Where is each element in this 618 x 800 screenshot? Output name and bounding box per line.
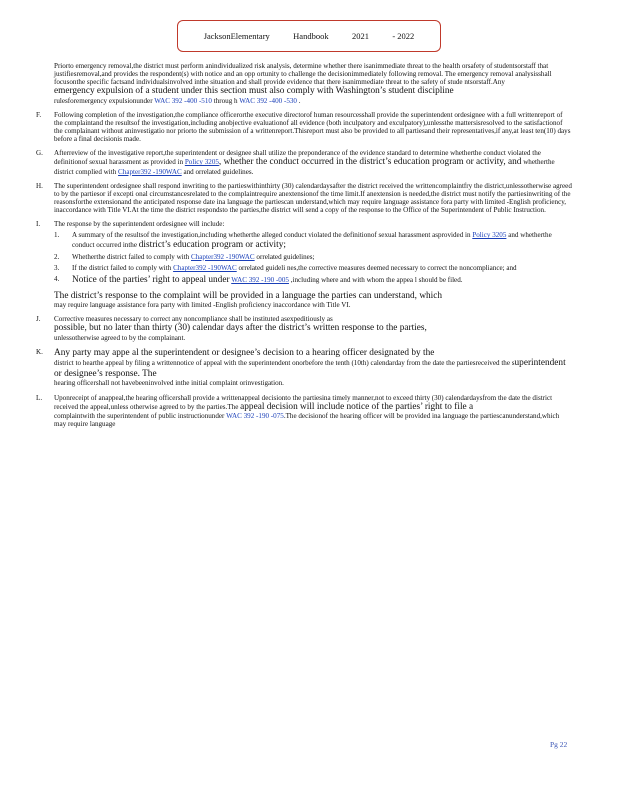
- section-text-large: Any party may appe al the superintendent or designee’s decision to a hearing officer designated by the: [54, 347, 435, 358]
- wac-reference[interactable]: WAC 392 -190 -075: [226, 412, 284, 421]
- language-notice-large: The district’s response to the complaint will be provided in a language the parties can understand, which: [54, 290, 443, 301]
- section-text: [54, 394, 572, 413]
- section-text: Following completion of the investigation,the compliance officerorthe executive directorof human resourcesshall provide the superintendent ordesignee with a full writtenreport of the complaintand the resultsof the investigation,including anobjective evaluationof all evidence (both inculpatory and exculpatory),unlessthe mattersisresolved to the satisfactionof the complainant without aninvestigatio nor priorto the submission of a writtenreport.Thisreport must also be provided to all partiesand their representatives,if any,at least ten(10) days before a final decisionis made.: [54, 110, 571, 144]
- list-item-text: orrelated guideli nes,the corrective measures deemed necessary to correct the noncompliance; and: [238, 264, 517, 273]
- list-item-text: ,including where and with whom the appea l should be filed.: [290, 276, 463, 285]
- document-body: [36, 62, 572, 428]
- section-text: [54, 358, 572, 379]
- section-text: The response by the superintendent ordesignee will include:: [54, 220, 225, 229]
- header-year-end: - 2022: [392, 31, 415, 41]
- section-text-large: appeal decision will include notice of the parties’ right to file a: [240, 401, 474, 412]
- intro-text-end: [54, 97, 572, 105]
- section-text-segment: Uponreceipt of anappeal,the hearing officershall provide a writtenappeal decisionto the partiesina timely manner,not to exceed thirty (30) calendardaysfrom the date the district received the appeal,unless otherwise agreed to by the parties.The: [54, 393, 553, 411]
- intro-text-segment: rulesforemergency expulsionunder: [54, 96, 153, 105]
- section-j: [36, 315, 572, 342]
- intro-text: Priorto emergency removal,the district must perform anindividualized risk analysis, determine whether there isanimmediate threat to the health orsafety of studentsorstaff that justifiesremoval,and provides the respondent(s) with notice and an opp ortunity to challenge the decisionimmediately following removal. The emergency removal analysisshall focusonthe specific factsand individualsinvolved inthe situation and shall provide evidence that there isanimmediate threat to the safety of stude ntsorstaff.Any: [54, 62, 552, 87]
- section-text: unlessotherwise agreed to by the complainant.: [54, 333, 186, 342]
- section-k: [36, 348, 572, 388]
- list-item-text-large: Notice of the parties’ right to appeal under: [72, 275, 230, 286]
- list-item-text: orrelated guidelines;: [256, 253, 315, 261]
- section-letter: L.: [36, 393, 43, 402]
- header-title-box: [177, 20, 441, 52]
- intro-text-segment: .: [298, 96, 301, 105]
- section-text-segment: complaintwith the superintendent of public instructionunder: [54, 412, 225, 421]
- list-item: [54, 253, 572, 261]
- list-item-text-large: district’s education program or activity;: [138, 239, 286, 250]
- section-text-segment: district to hearthe appeal by filing a writtennotice of appeal with the superintendent onorbefore the tenth (10th) calendarday from the date the partiesreceived the s: [54, 359, 515, 368]
- header-school: JacksonElementary: [203, 31, 270, 41]
- section-text-large: uperintendent or designee’s response. The: [54, 358, 566, 379]
- section-h: [36, 182, 572, 214]
- policy-link[interactable]: Policy 3205: [184, 158, 219, 167]
- section-text: hearing officershall not havebeeninvolved inthe initial complaint orinvestigation.: [54, 379, 284, 388]
- section-letter: J.: [36, 315, 41, 324]
- section-text-segment: and orrelated guidelines.: [183, 167, 254, 176]
- section-letter: F.: [36, 110, 42, 119]
- section-f: [36, 111, 572, 143]
- list-item-text: A summary of the resultsof the investigation,including whetherthe alleged conduct violated the definitionof sexual harassment asprovided in: [72, 231, 471, 240]
- language-notice: [54, 291, 572, 310]
- wac-link[interactable]: Chapter392 -190WAC: [173, 264, 237, 273]
- list-item-text: and whetherthe conduct occurred inthe: [72, 231, 552, 249]
- page-number: Pg 22: [550, 740, 568, 749]
- section-i: [36, 220, 572, 309]
- section-letter: K.: [36, 347, 43, 356]
- list-item: [54, 264, 572, 272]
- header-year-start: 2021: [351, 31, 369, 41]
- response-items-list: [54, 231, 572, 285]
- section-letter: H.: [36, 181, 43, 190]
- section-letter: G.: [36, 149, 43, 158]
- intro-text-segment: throug h: [213, 96, 238, 105]
- list-item-text: If the district failed to comply with: [72, 264, 172, 273]
- section-text-segment: Afterreview of the investigative report,the superintendent or designee shall utilize the preponderance of the evidence standard to determine whetherthe conduct violated the definitionof sexual harassment as provided in: [54, 149, 541, 167]
- intro-paragraph: [54, 62, 572, 105]
- language-notice-text: may require language assistance fora party with limited -English proficiency inaccordance with Title VI.: [54, 301, 351, 310]
- section-g: [36, 149, 572, 176]
- wac-reference[interactable]: WAC 392 -400 -530: [239, 96, 297, 105]
- list-item-number: 3.: [54, 264, 60, 273]
- wac-link[interactable]: WAC 392 -190 -005: [231, 276, 289, 285]
- list-item-number: 1.: [54, 231, 60, 240]
- section-letter: I.: [36, 220, 41, 229]
- wac-reference[interactable]: WAC 392 -400 -510: [154, 96, 212, 105]
- section-text-large: possible, but no later than thirty (30) calendar days after the district’s written response to the parties,: [54, 323, 427, 334]
- list-item-number: 2.: [54, 253, 60, 261]
- wac-link[interactable]: Chapter392 -190WAC: [191, 253, 255, 261]
- section-text: The superintendent ordesignee shall respond inwriting to the partieswithinthirty (30) calendardaysafter the district received the writtencomplaintfry the district,unlessotherwise agreed to by the partiesor if excepti onal circumstancesrelated to the complaintrequire anextensionof the time limit.If anextension is needed,the district must notify the partiesinwriting of the reasonsforthe extensionand the anticipated response date ina language the partiescan understand,which may require language assistance fora party with limited -English proficiency, inaccordance with Title VI.At the time the district respondsto the parties,the district will send a copy of the response to the Office of the Superintendent of Public Instruction.: [54, 181, 572, 215]
- wac-link[interactable]: Chapter392 -190WAC: [118, 167, 182, 176]
- section-text: [54, 149, 572, 176]
- section-text: Corrective measures necessary to correct any noncompliance shall be instituted asexpeditiously as: [54, 315, 333, 324]
- list-item: [54, 275, 572, 286]
- list-item-text: Whetherthe district failed to comply with: [72, 253, 190, 261]
- intro-text-large: emergency expulsion of a student under this section must also comply with Washington’s student discipline: [54, 86, 454, 97]
- list-item-number: 4.: [54, 275, 60, 284]
- policy-link[interactable]: Policy 3205: [472, 231, 507, 240]
- section-l: [36, 394, 572, 429]
- section-text-segment: whetherthe district complied with: [54, 158, 555, 176]
- list-item: [54, 231, 572, 250]
- header-doc: Handbook: [293, 31, 329, 41]
- section-text-large: , whether the conduct occurred in the district’s education program or activity, and: [218, 157, 522, 168]
- section-text-segment: .The decisionof the hearing officer will be provided ina language the partiescanunderstand,which may require language: [54, 412, 560, 429]
- section-text: [54, 412, 572, 428]
